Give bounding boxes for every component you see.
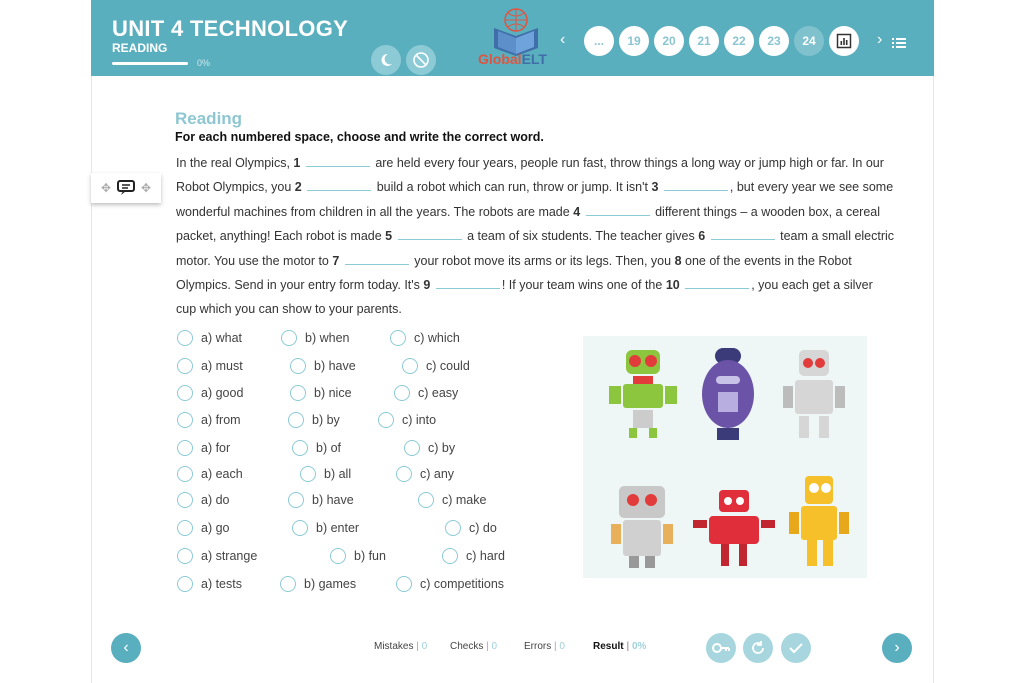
option-q8-c[interactable] — [445, 520, 497, 536]
option-q10-c[interactable] — [396, 576, 504, 592]
radio-button[interactable] — [292, 440, 308, 456]
option-label: c) into — [402, 413, 437, 427]
radio-button[interactable] — [288, 412, 304, 428]
gap-number: 2 — [294, 180, 302, 195]
errors-stat: Errors | 0 — [524, 641, 565, 652]
exercise-instruction: For each numbered space, choose and write the correct word. — [175, 130, 544, 144]
answer-blank-6[interactable] — [711, 226, 775, 240]
checkmark-icon — [789, 642, 803, 654]
next-button[interactable] — [882, 633, 912, 663]
option-label: a) good — [201, 386, 244, 400]
reset-button[interactable] — [743, 633, 773, 663]
radio-button[interactable] — [394, 385, 410, 401]
option-label: b) games — [304, 577, 357, 591]
gap-number: 3 — [651, 180, 659, 195]
option-label: b) when — [305, 331, 350, 345]
page-21-button[interactable]: 21 — [689, 26, 719, 56]
gap-number: 7 — [332, 253, 340, 268]
option-q8-a[interactable] — [177, 520, 230, 536]
answer-blank-9[interactable] — [436, 275, 500, 289]
answer-blank-2[interactable] — [307, 177, 371, 191]
red-robot-image — [693, 490, 775, 566]
exercise-heading: Reading — [175, 109, 243, 128]
option-label: a) for — [201, 441, 231, 455]
moon-icon — [378, 52, 394, 68]
gap-number: 6 — [698, 229, 706, 244]
page-24-button[interactable]: 24 — [794, 26, 824, 56]
gap-number: 9 — [423, 278, 431, 293]
option-label: c) by — [428, 441, 456, 455]
night-mode-button[interactable] — [371, 45, 401, 75]
option-q2-a[interactable] — [177, 358, 243, 374]
radio-button[interactable] — [402, 358, 418, 374]
radio-button[interactable] — [290, 385, 306, 401]
option-label: a) must — [201, 359, 243, 373]
option-label: b) have — [312, 493, 354, 507]
option-q1-b[interactable] — [281, 330, 349, 346]
page-23-button[interactable]: 23 — [759, 26, 789, 56]
yellow-robot-image — [789, 476, 849, 566]
option-q6-a[interactable] — [177, 466, 243, 482]
option-q4-a[interactable] — [177, 412, 241, 428]
gap-number: 10 — [665, 278, 680, 293]
check-button[interactable] — [781, 633, 811, 663]
robots-illustration — [583, 336, 867, 578]
passage-text: are held every four years, people run fast, throw things a long way or jump high or far. In our Robot Olympics, you — [176, 156, 884, 195]
ban-icon — [412, 51, 430, 69]
option-q4-b[interactable] — [288, 412, 340, 428]
gap-number: 1 — [293, 156, 301, 170]
page-19-button[interactable]: 19 — [619, 26, 649, 56]
drag-move-icon-right[interactable]: ✥ — [141, 181, 152, 195]
show-answers-button[interactable] — [706, 633, 736, 663]
gap-number: 8 — [674, 253, 682, 268]
prev-page-arrow[interactable]: ‹ — [560, 31, 566, 48]
radio-button[interactable] — [445, 520, 461, 536]
refresh-icon — [750, 640, 766, 656]
disable-button[interactable] — [406, 45, 436, 75]
option-q5-b[interactable] — [292, 440, 341, 456]
passage-text: ! If your team wins one of the — [501, 278, 666, 293]
floating-toolbar[interactable] — [91, 173, 161, 203]
radio-button[interactable] — [396, 466, 412, 482]
results-chart-button[interactable] — [829, 26, 859, 56]
bar-chart-icon — [836, 33, 852, 49]
passage-text: your robot move its arms or its legs. Then, you — [410, 253, 675, 268]
answer-blank-5[interactable] — [398, 226, 462, 240]
option-label: c) hard — [466, 549, 505, 563]
radio-button[interactable] — [288, 492, 304, 508]
option-label: a) strange — [201, 549, 258, 563]
option-label: b) of — [316, 441, 342, 455]
result-stat: Result | 0% — [593, 641, 647, 652]
radio-button[interactable] — [177, 412, 193, 428]
option-q7-c[interactable] — [418, 492, 486, 508]
option-label: c) do — [469, 521, 497, 535]
option-q8-b[interactable] — [292, 520, 359, 536]
box-robot-image — [611, 486, 673, 568]
passage-text: In the real Olympics, — [176, 156, 294, 170]
radio-button[interactable] — [177, 520, 193, 536]
page-20-button[interactable]: 20 — [654, 26, 684, 56]
option-q3-a[interactable] — [177, 385, 243, 401]
option-q6-c[interactable] — [396, 466, 454, 482]
radio-button[interactable] — [177, 440, 193, 456]
radio-button[interactable] — [177, 385, 193, 401]
chevron-left-icon: ‹ — [123, 639, 129, 656]
option-label: c) competitions — [420, 577, 505, 591]
gap-number: 5 — [385, 229, 393, 244]
answer-blank-1[interactable] — [306, 153, 370, 167]
radio-button[interactable] — [330, 548, 346, 564]
passage-text: team a small electric motor. You use the motor to — [176, 229, 895, 268]
progress-percent: 0% — [197, 58, 211, 68]
option-label: a) go — [201, 521, 230, 535]
option-label: b) by — [312, 413, 340, 427]
gap-number: 4 — [573, 204, 581, 219]
option-label: c) any — [420, 467, 455, 481]
checks-stat: Checks | 0 — [450, 641, 498, 652]
option-label: a) what — [201, 331, 242, 345]
option-label: c) which — [414, 331, 460, 345]
answer-blank-10[interactable] — [685, 275, 749, 289]
radio-button[interactable] — [378, 412, 394, 428]
option-q7-b[interactable] — [288, 492, 354, 508]
option-q7-a[interactable] — [177, 492, 230, 508]
next-page-arrow[interactable]: › — [877, 31, 883, 48]
answer-blank-3[interactable] — [664, 177, 728, 191]
option-label: b) enter — [316, 521, 360, 535]
option-q1-c[interactable] — [390, 330, 460, 346]
option-q2-c[interactable] — [402, 358, 470, 374]
radio-button[interactable] — [177, 466, 193, 482]
passage-text: , but every year we see some wonderful machines from children in all the years. The robots are made — [176, 180, 894, 219]
option-label: b) nice — [314, 386, 352, 400]
radio-button[interactable] — [281, 330, 297, 346]
option-label: c) make — [442, 493, 487, 507]
option-label: a) from — [201, 413, 241, 427]
radio-button[interactable] — [290, 358, 306, 374]
passage-text: different things – a wooden box, a cereal packet, anything! Each robot is made — [176, 204, 881, 244]
radio-button[interactable] — [390, 330, 406, 346]
menu-button[interactable] — [892, 35, 906, 53]
option-label: c) could — [426, 359, 470, 373]
radio-button[interactable] — [396, 576, 412, 592]
option-label: b) have — [314, 359, 356, 373]
mistakes-stat: Mistakes | 0 — [374, 641, 428, 652]
logo-text: GlobalELT — [478, 51, 547, 67]
passage-text: , you each get a silver cup which you can show to your parents. — [176, 278, 873, 317]
unit-title: UNIT 4 TECHNOLOGY — [112, 16, 349, 41]
radio-button[interactable] — [280, 576, 296, 592]
radio-button[interactable] — [300, 466, 316, 482]
option-q5-c[interactable] — [404, 440, 455, 456]
option-q5-a[interactable] — [177, 440, 230, 456]
option-label: a) do — [201, 493, 230, 507]
passage-text: build a robot which can run, throw or jump. It isn't — [373, 180, 652, 195]
radio-button[interactable] — [418, 492, 434, 508]
reading-passage — [176, 151, 896, 322]
option-q2-b[interactable] — [290, 358, 356, 374]
radio-button[interactable] — [177, 330, 193, 346]
option-q4-c[interactable] — [378, 412, 436, 428]
grey-robot-image — [783, 350, 845, 438]
option-q3-b[interactable] — [290, 385, 352, 401]
option-q9-a[interactable] — [177, 548, 257, 564]
chat-comment-icon[interactable] — [117, 180, 135, 196]
option-label: b) fun — [354, 549, 386, 563]
prev-button[interactable] — [111, 633, 141, 663]
radio-button[interactable] — [177, 576, 193, 592]
answer-blank-7[interactable] — [345, 251, 409, 265]
option-q10-b[interactable] — [280, 576, 356, 592]
option-q10-a[interactable] — [177, 576, 242, 592]
option-label: b) all — [324, 467, 352, 481]
radio-button[interactable] — [442, 548, 458, 564]
green-robot-image — [609, 350, 677, 438]
radio-button[interactable] — [292, 520, 308, 536]
passage-text: a team of six students. The teacher gives — [463, 229, 699, 244]
page-more-button[interactable]: ... — [584, 26, 614, 56]
option-label: a) tests — [201, 577, 242, 591]
option-q9-b[interactable] — [330, 548, 386, 564]
progress-bar — [112, 62, 188, 65]
radio-button[interactable] — [404, 440, 420, 456]
option-q6-b[interactable] — [300, 466, 351, 482]
purple-robot-image — [702, 348, 754, 440]
page-22-button[interactable]: 22 — [724, 26, 754, 56]
chevron-right-icon: › — [894, 639, 900, 656]
section-subtitle: READING — [112, 41, 168, 55]
radio-button[interactable] — [177, 548, 193, 564]
option-label: a) each — [201, 467, 243, 481]
option-q9-c[interactable] — [442, 548, 505, 564]
option-q3-c[interactable] — [394, 385, 458, 401]
list-menu-icon — [892, 38, 906, 48]
drag-move-icon[interactable]: ✥ — [100, 181, 111, 195]
radio-button[interactable] — [177, 492, 193, 508]
radio-button[interactable] — [177, 358, 193, 374]
key-icon — [712, 642, 730, 654]
answer-blank-4[interactable] — [586, 202, 650, 216]
option-label: c) easy — [418, 386, 459, 400]
passage-text: one of the events in the Robot Olympics. Send in your entry form today. It's — [176, 253, 852, 293]
option-q1-a[interactable] — [177, 330, 242, 346]
